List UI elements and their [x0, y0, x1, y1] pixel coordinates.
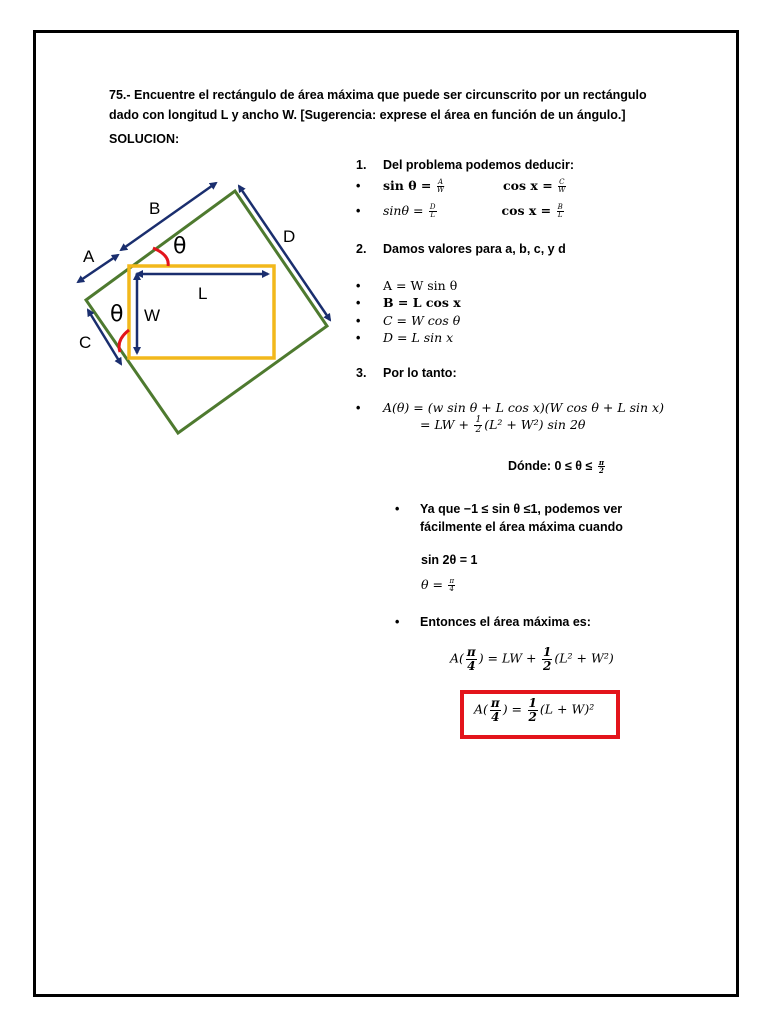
lhs-prefix: A( [474, 701, 488, 717]
step-1-heading [356, 158, 574, 172]
fraction-one-half [542, 646, 552, 672]
fraction-one-half [474, 416, 482, 436]
bullet: • [356, 331, 361, 345]
step-3-heading [356, 366, 457, 380]
step-3-title: Por lo tanto: [383, 366, 457, 380]
label-theta-left: θ [110, 302, 124, 327]
denominator: 4 [491, 709, 500, 724]
sin-theta-left: sin θ = [383, 178, 432, 193]
denominator: 2 [528, 709, 537, 724]
bullet: • [356, 296, 361, 310]
bullet: • [356, 314, 361, 328]
denominator: W [558, 186, 566, 195]
denominator: 2 [475, 425, 482, 436]
solution-label: SOLUCION: [109, 132, 180, 146]
equation-c: C = W cos θ [383, 313, 461, 328]
numerator: π [490, 696, 500, 710]
numerator: 1 [543, 645, 552, 659]
problem-statement: 75.- Encuentre el rectángulo de área máxima que puede ser circunscrito por un rectángulo dado con longitud L y ancho W. [Sugerencia: exprese el área en función de un ángulo.] [109, 88, 647, 122]
fraction-b-over-l [557, 204, 564, 220]
bullet: • [395, 502, 400, 516]
step-3-number: 3. [356, 366, 367, 380]
denominator: 2 [543, 658, 552, 673]
denominator: W [436, 186, 445, 195]
denominator: 4 [449, 585, 454, 594]
final-answer [474, 697, 594, 723]
bullet: • [395, 615, 400, 629]
fraction-pi-over-4 [448, 578, 455, 594]
step-2-item [356, 278, 457, 293]
step-2-item [356, 295, 461, 310]
step-2-title: Damos valores para a, b, c, y d [383, 242, 566, 256]
arrow-d [239, 186, 330, 320]
max-area-equation [450, 646, 614, 672]
numerator: π [466, 645, 476, 659]
numerator: C [559, 177, 565, 186]
fraction-pi-over-4 [490, 697, 501, 723]
fraction-one-half [528, 697, 538, 723]
numerator: A [437, 177, 443, 186]
area-function-line-2 [420, 416, 585, 436]
note-max-area-text: Entonces el área máxima es: [420, 615, 591, 629]
domain-text: Dónde: 0 ≤ θ ≤ [508, 459, 593, 474]
fraction-c-over-w [558, 179, 565, 195]
area-expansion: A(θ) = (w sin θ + L cos x)(W cos θ + L sin x) [383, 400, 664, 415]
equation-a: A = W sin θ [383, 278, 458, 293]
numerator: π [449, 576, 455, 585]
bullet: • [356, 204, 361, 218]
lhs-prefix: A( [450, 650, 464, 666]
equation-d: D = L sin x [383, 330, 454, 345]
theta-equals: θ = [421, 577, 443, 592]
bullet: • [356, 279, 361, 293]
label-c: C [79, 333, 92, 352]
step-2-number: 2. [356, 242, 367, 256]
fraction-pi-over-4 [466, 646, 477, 672]
denominator: L [430, 211, 436, 220]
numerator: D [429, 202, 436, 211]
note-max-area [395, 613, 591, 631]
numerator: 1 [475, 415, 482, 425]
equation-b: B = L cos x [383, 295, 461, 310]
fraction-a-over-w [437, 179, 444, 195]
denominator: L [557, 211, 563, 220]
area-function-line-1 [356, 400, 664, 415]
rhs: (L + W)² [539, 701, 595, 717]
sin-theta-second: sinθ = [383, 203, 424, 218]
bullet: • [356, 401, 361, 415]
numerator: π [598, 458, 604, 467]
note-line-1: Ya que −1 ≤ sin θ ≤1, podemos ver [420, 502, 623, 516]
label-theta-top: θ [173, 234, 187, 259]
step-1-row-1 [356, 178, 568, 195]
condition-theta [421, 577, 457, 594]
denominator: 4 [467, 658, 476, 673]
note-sine-bound [395, 500, 623, 536]
label-d: D [283, 227, 296, 246]
step-1-number: 1. [356, 158, 367, 172]
bullet: • [356, 179, 361, 193]
denominator: 2 [598, 466, 604, 476]
area-simplified-prefix: = LW + [420, 417, 469, 433]
label-l: L [198, 284, 208, 303]
fraction-pi-over-2 [598, 459, 605, 475]
step-2-item [356, 330, 453, 345]
note-line-2: fácilmente el área máxima cuando [420, 520, 623, 534]
cos-x-second: cos x = [501, 203, 552, 218]
numerator: 1 [528, 696, 537, 710]
fraction-d-over-l [429, 204, 437, 220]
cos-x-left: cos x = [503, 178, 553, 193]
step-2-item [356, 313, 460, 328]
step-2-heading [356, 242, 566, 256]
lhs-suffix: ) = [502, 701, 523, 717]
label-a: A [83, 247, 95, 266]
label-b: B [149, 199, 161, 218]
condition-sin-2theta: sin 2θ = 1 [421, 553, 478, 567]
area-simplified-suffix: (L² + W²) sin 2θ [484, 417, 586, 433]
lhs-suffix: ) = LW + [478, 650, 537, 666]
domain-line [508, 459, 607, 475]
step-1-title: Del problema podemos deducir: [383, 158, 575, 172]
rhs: (L² + W²) [554, 650, 614, 666]
step-1-row-2 [356, 203, 566, 220]
numerator: B [557, 202, 563, 211]
label-w: W [144, 306, 161, 325]
